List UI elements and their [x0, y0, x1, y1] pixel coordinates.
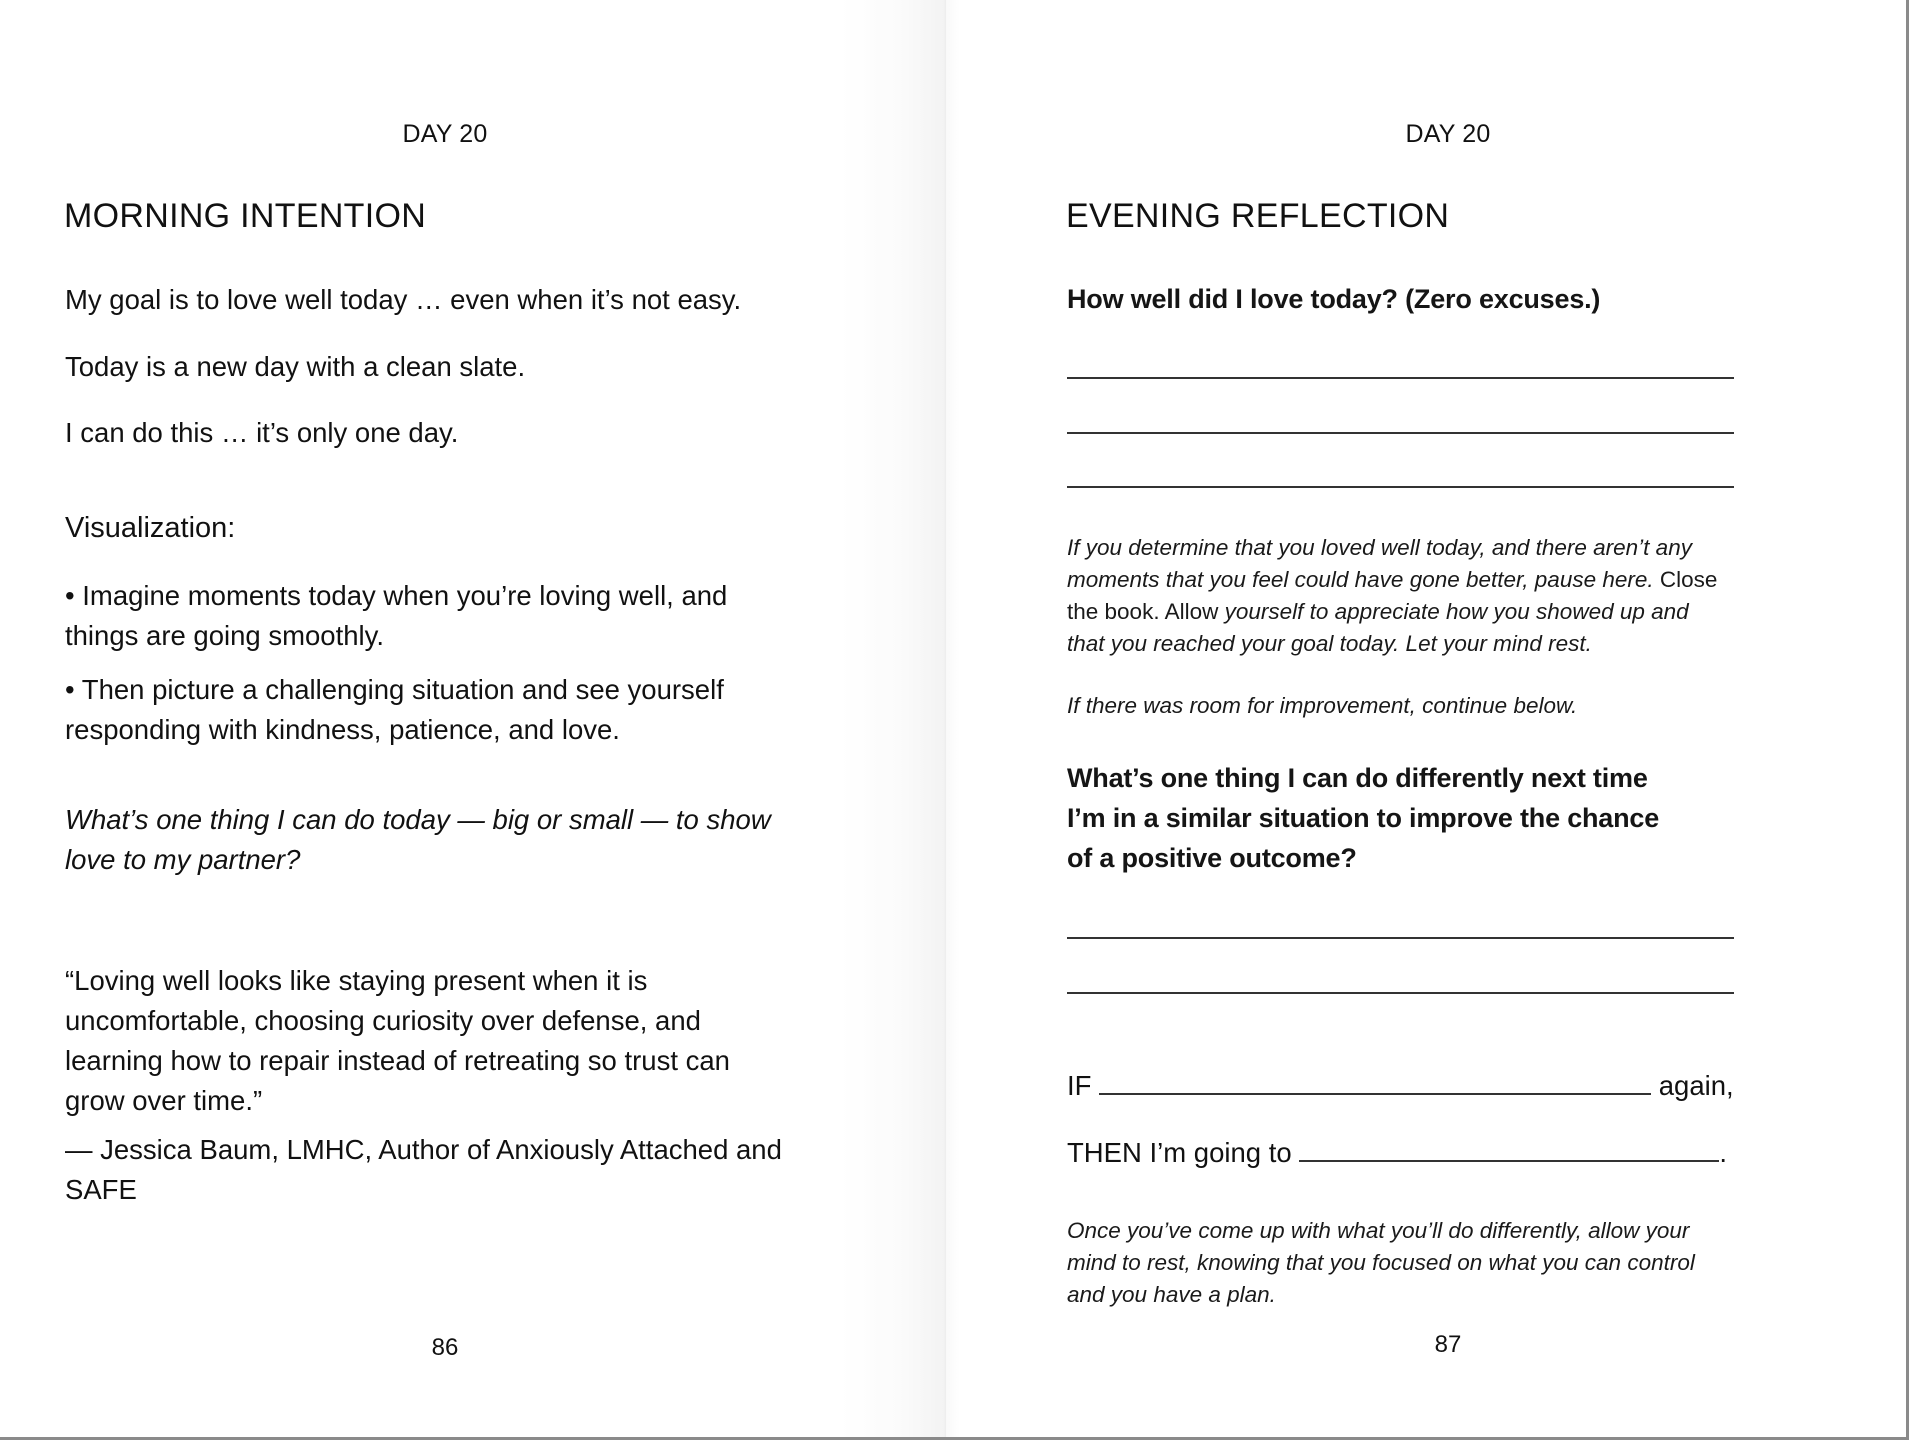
note-text: yourself to appreciate how you showed up and [1224, 599, 1689, 624]
note-text: moments that you feel could have gone better, pause here. [1067, 567, 1660, 592]
note-line [1067, 532, 1717, 564]
bullet-item-line: responding with kindness, patience, and love. [65, 714, 620, 745]
question-line: of a positive outcome? [1067, 843, 1357, 873]
answer-line[interactable] [1067, 486, 1734, 488]
note-line [1067, 564, 1717, 596]
then-suffix: . [1719, 1137, 1727, 1168]
affirmation-1: My goal is to love well today … even when it’s not easy. [65, 284, 742, 315]
then-blank[interactable] [1299, 1138, 1719, 1162]
running-head: DAY 20 [402, 120, 488, 148]
quote-line: grow over time.” [65, 1085, 263, 1116]
bullet-item-2 [65, 670, 724, 750]
note-line [1067, 596, 1717, 628]
page-number: 86 [431, 1334, 459, 1361]
answer-line[interactable] [1067, 432, 1734, 434]
running-head: DAY 20 [1405, 120, 1491, 148]
section-title: EVENING REFLECTION [1066, 197, 1450, 235]
affirmation-2: Today is a new day with a clean slate. [65, 351, 526, 382]
note-text: Close [1659, 567, 1718, 592]
answer-line[interactable] [1067, 377, 1734, 379]
quote-line: “Loving well looks like staying present when it is [65, 965, 648, 996]
section-title: MORNING INTENTION [64, 197, 427, 235]
affirmation-3: I can do this … it’s only one day. [65, 417, 459, 448]
quote-attribution [65, 1130, 782, 1210]
visualization-label: Visualization: [65, 512, 236, 544]
answer-line[interactable] [1067, 992, 1734, 994]
note-text: the book. Allow [1067, 599, 1225, 624]
bullet-item-line: • Imagine moments today when you’re loving well, and [65, 580, 728, 611]
question-line: I’m in a similar situation to improve the chance [1067, 803, 1660, 833]
quote [65, 961, 730, 1121]
if-blank[interactable] [1099, 1071, 1651, 1095]
quote-line: uncomfortable, choosing curiosity over defense, and [65, 1005, 701, 1036]
attribution-line: — Jessica Baum, LMHC, Author of Anxiously Attached and [65, 1134, 782, 1165]
bullet-item-line: • Then picture a challenging situation and see yourself [65, 674, 724, 705]
if-label: IF [1067, 1070, 1092, 1101]
reflection-note-1 [1067, 532, 1717, 660]
prompt-line: What’s one thing I can do today — big or small — to show [65, 804, 771, 835]
closing-note-line: and you have a plan. [1067, 1282, 1276, 1307]
right-page [946, 0, 1907, 1437]
note-line [1067, 628, 1717, 660]
page-number: 87 [1434, 1331, 1462, 1358]
closing-note-line: mind to rest, knowing that you focused on what you can control [1067, 1250, 1695, 1275]
reflection-question-2 [1067, 758, 1659, 878]
reflection-note-2: If there was room for improvement, continue below. [1067, 693, 1578, 718]
prompt-line: love to my partner? [65, 844, 301, 875]
then-label: THEN I’m going to [1067, 1137, 1292, 1168]
quote-line: learning how to repair instead of retreating so trust can [65, 1045, 730, 1076]
if-statement [1067, 1071, 1734, 1100]
note-text: If you determine that you loved well today, and there aren’t any [1067, 535, 1692, 560]
closing-note-line: Once you’ve come up with what you’ll do differently, allow your [1067, 1218, 1690, 1243]
reflection-question-1: How well did I love today? (Zero excuses.) [1067, 284, 1601, 314]
bullet-item-1 [65, 576, 727, 656]
note-text: that you reached your goal today. Let your mind rest. [1067, 631, 1592, 656]
question-line: What’s one thing I can do differently next time [1067, 763, 1648, 793]
journal-prompt [65, 800, 771, 880]
attribution-line: SAFE [65, 1174, 137, 1205]
left-page [0, 0, 946, 1437]
closing-note [1067, 1215, 1695, 1311]
if-suffix: again, [1658, 1070, 1734, 1101]
bullet-item-line: things are going smoothly. [65, 620, 384, 651]
answer-line[interactable] [1067, 937, 1734, 939]
then-statement [1067, 1138, 1727, 1167]
